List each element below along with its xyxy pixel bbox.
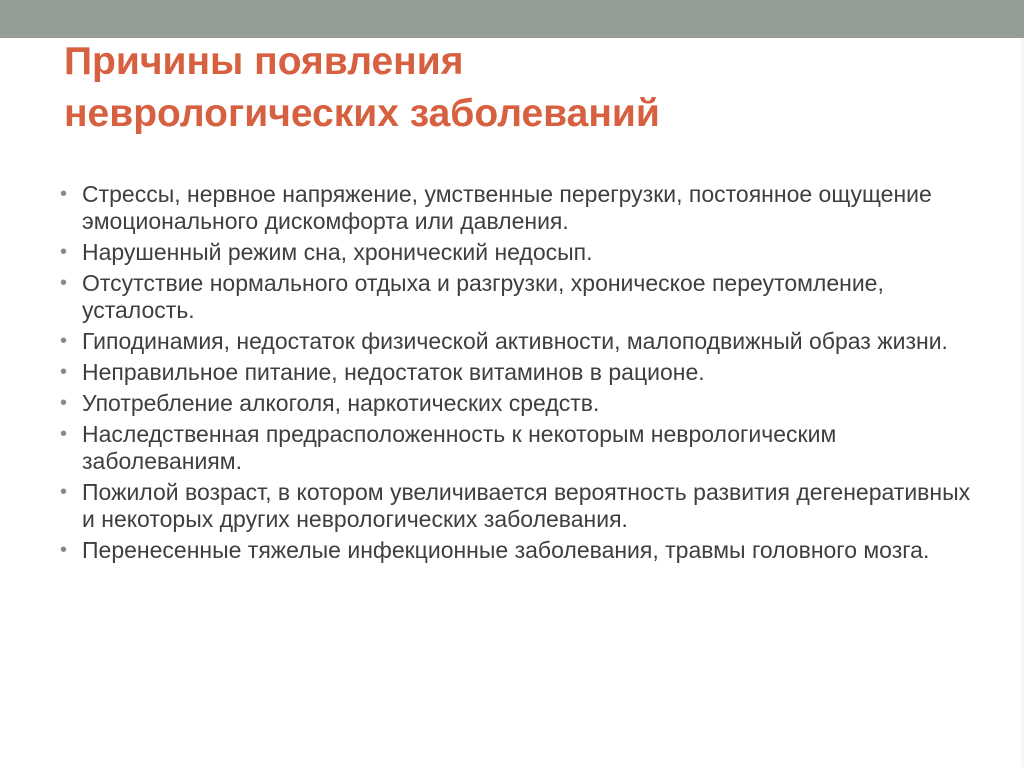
bullet-dot-icon: • <box>60 330 68 352</box>
bullet-dot-icon: • <box>60 361 68 383</box>
bullet-text: Перенесенные тяжелые инфекционные заболевания, травмы головного мозга. <box>82 537 930 563</box>
bullet-dot-icon: • <box>60 392 68 414</box>
slide-title-line-1: Причины появления <box>64 40 464 83</box>
bullet-item <box>60 270 980 324</box>
bullet-item <box>60 537 980 564</box>
bullet-item <box>60 359 980 386</box>
bullet-item <box>60 390 980 417</box>
slide-title <box>64 36 964 140</box>
bullet-item <box>60 421 980 475</box>
bullet-dot-icon: • <box>60 423 68 445</box>
bullet-list <box>60 181 980 568</box>
bullet-text: Неправильное питание, недостаток витаминов в рационе. <box>82 359 705 385</box>
bullet-item <box>60 479 980 533</box>
bullet-dot-icon: • <box>60 241 68 263</box>
bullet-item <box>60 328 980 355</box>
bullet-text: Наследственная предрасположенность к некоторым неврологическим заболеваниям. <box>82 421 837 474</box>
bullet-dot-icon: • <box>60 481 68 503</box>
bullet-text: Употребление алкоголя, наркотических средств. <box>82 390 600 416</box>
bullet-text: Нарушенный режим сна, хронический недосып. <box>82 239 593 265</box>
bullet-dot-icon: • <box>60 272 68 294</box>
bullet-text: Отсутствие нормального отдыха и разгрузки, хроническое переутомление, усталость. <box>82 270 884 323</box>
bullet-dot-icon: • <box>60 539 68 561</box>
bullet-item <box>60 181 980 235</box>
top-bar <box>0 0 1024 38</box>
slide-edge-shadow <box>1020 38 1024 767</box>
bullet-dot-icon: • <box>60 183 68 205</box>
bullet-text: Гиподинамия, недостаток физической активности, малоподвижный образ жизни. <box>82 328 948 354</box>
bullet-item <box>60 239 980 266</box>
bullet-text: Пожилой возраст, в котором увеличивается вероятность развития дегенеративных и некоторых других неврологических заболевания. <box>82 479 971 532</box>
bullet-text: Стрессы, нервное напряжение, умственные перегрузки, постоянное ощущение эмоционального дискомфорта или давления. <box>82 181 932 234</box>
slide-title-line-2: неврологических заболеваний <box>64 92 660 135</box>
